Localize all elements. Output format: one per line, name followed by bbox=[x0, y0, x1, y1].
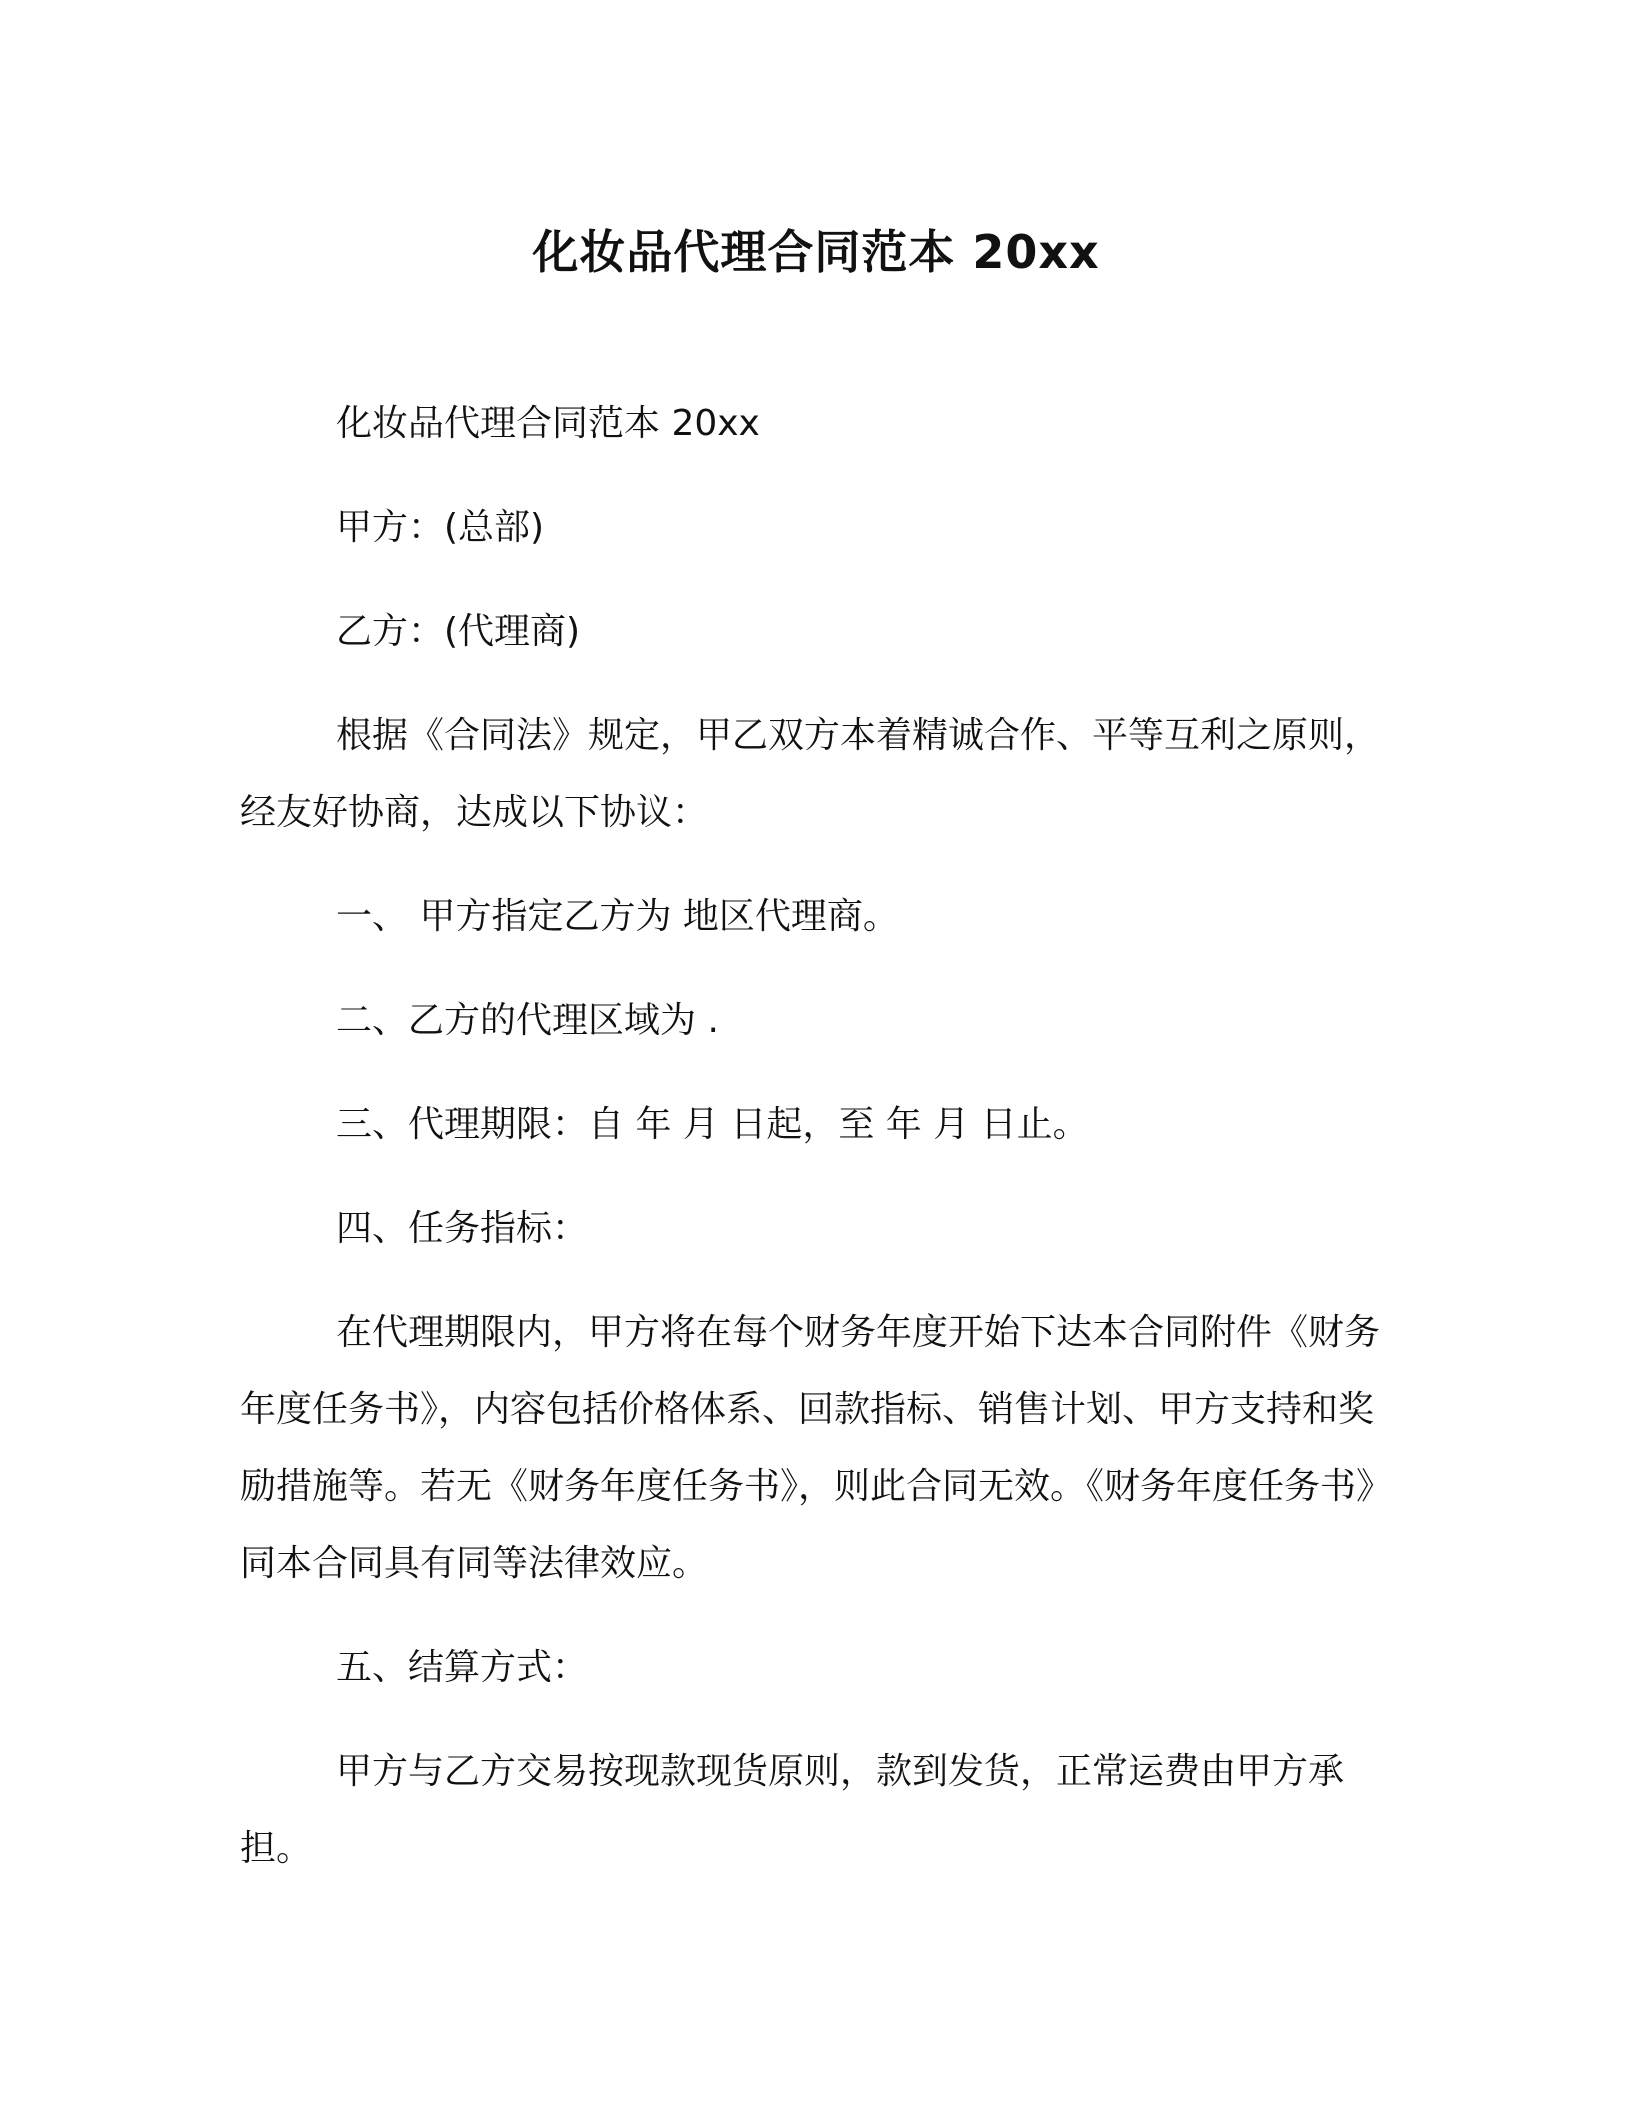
paragraph-clause-4-heading: 四、任务指标： bbox=[336, 1208, 589, 1249]
paragraph-party-b: 乙方：(代理商) bbox=[336, 611, 581, 652]
paragraph-clause-5-heading: 五、结算方式： bbox=[336, 1647, 589, 1688]
paragraph-clause-2: 二、乙方的代理区域为 . bbox=[336, 1000, 719, 1041]
paragraph-clause-1: 一、 甲方指定乙方为 地区代理商。 bbox=[336, 896, 899, 937]
paragraph-subtitle: 化妆品代理合同范本 20xx bbox=[336, 403, 760, 444]
paragraph-clause-3: 三、代理期限：自 年 月 日起，至 年 月 日止。 bbox=[336, 1104, 1089, 1145]
paragraph-preamble: 根据《合同法》规定，甲乙双方本着精诚合作、平等互利之原则，经友好协商，达成以下协议： bbox=[240, 715, 1381, 833]
document-title: 化妆品代理合同范本 20xx bbox=[532, 225, 1100, 279]
document-body bbox=[240, 385, 1400, 1914]
paragraph-clause-5-body: 甲方与乙方交易按现款现货原则，款到发货，正常运费由甲方承担。 bbox=[240, 1751, 1345, 1869]
paragraph-party-a: 甲方：(总部) bbox=[336, 507, 545, 548]
paragraph-clause-4-body: 在代理期限内，甲方将在每个财务年度开始下达本合同附件《财务年度任务书》，内容包括价格体系、回款指标、销售计划、甲方支持和奖励措施等。若无《财务年度任务书》，则此合同无效。《财务年度任务书》同本合同具有同等法律效应。 bbox=[240, 1312, 1393, 1584]
